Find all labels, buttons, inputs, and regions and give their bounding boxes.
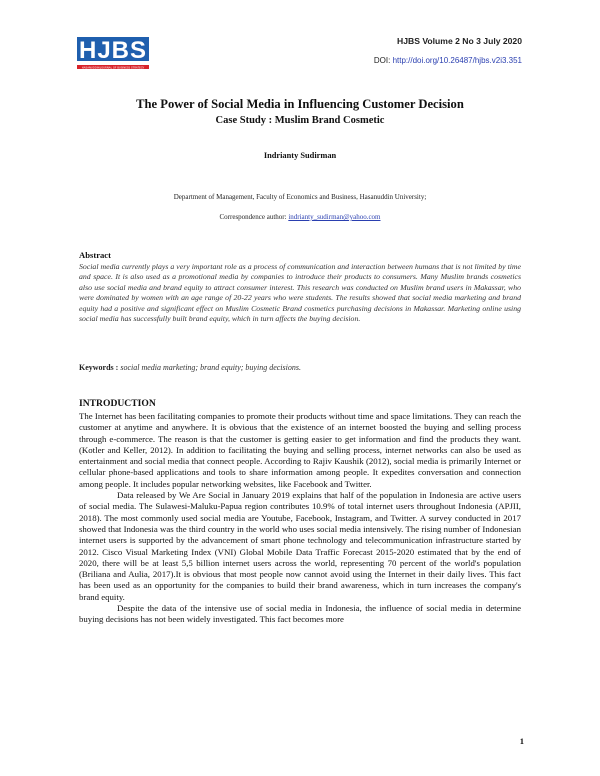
abstract-heading: Abstract xyxy=(79,250,111,260)
logo-text: HJBS xyxy=(78,37,148,64)
correspondence-email-link[interactable]: indrianty_sudirman@yahoo.com xyxy=(288,213,381,221)
page-number: 1 xyxy=(519,736,524,746)
journal-volume-line: HJBS Volume 2 No 3 July 2020 xyxy=(397,36,522,46)
abstract-text: Social media currently plays a very important role as a process of communication and interaction between humans that is not limited by time and space. It is also used as a promotional media by companies to introduce their products to consumers. Many Muslim brands cosmetics also use social media and brand equity to attract consumer interest. This research was conducted on Muslim brand users in Makassar, who were dominated by women with an age range of 20-22 years who were students. The results showed that social media marketing and brand equity had a positive and significant effect on Muslim Cosmetic Brand cosmetics purchasing decisions in Makassar. Marketing online using social media has successfully built brand equity, which in turn affects the buying decision. xyxy=(79,262,521,324)
article-subtitle: Case Study : Muslim Brand Cosmetic xyxy=(215,115,385,126)
logo-tagline: HASANUDDIN JOURNAL OF BUSINESS STRATEGY xyxy=(81,66,145,70)
doi-label: DOI: xyxy=(373,56,391,65)
keywords-label: Keywords : xyxy=(79,363,119,372)
author-affiliation: Department of Management, Faculty of Economics and Business, Hasanuddin University; xyxy=(173,193,427,201)
keywords-text: social media marketing; brand equity; buying decisions. xyxy=(120,363,301,372)
keywords-line xyxy=(79,363,521,372)
journal-logo xyxy=(77,30,149,74)
doi-line xyxy=(374,56,522,65)
doi-link[interactable]: http://doi.org/10.26487/hjbs.v2i3.351 xyxy=(392,56,522,65)
intro-paragraph-2: Data released by We Are Social in January 2019 explains that half of the population in Indonesia are active users of social media. The Sulawesi-Maluku-Papua region contributes 10.9% of total internet users throughout Indonesia (APJII, 2018). The most commonly used social media are Youtube, Facebook, Instagram, and Twitter. A survey conducted in 2017 showed that Indonesia was the third country in the world who uses social media intensively. The rising number of Indonesian internet users is supported by the advancement of smart phone technology and telecommunication infrastructure started by 2012. Cisco Visual Marketing Index (VNI) Global Mobile Data Traffic Forecast 2015-2020 estimated that by the end of 2020, there will be at least 5,5 billion internet users across the world, representing 70 percent of the world's population (Briliana and Aulia, 2017).It is obvious that most people now cannot avoid using the Internet in their daily lives. This fact has been used as an opportunity for the companies to build their brand awareness, which in turn increases the company's brand equity. xyxy=(79,490,521,602)
article-title: The Power of Social Media in Influencing Customer Decision xyxy=(136,97,464,111)
intro-paragraph-1: The Internet has been facilitating companies to promote their products without time and space limitations. They can reach the customer at anytime and anywhere. It is obvious that the existence of an internet boosted the buying and selling process through e-commerce. The reason is that the customer is getting easier to get information and find the products they want. (Kotler and Keller, 2012). In addition to facilitating the buying and selling process, internet networks can also be used as entertainment and social media that connect people. According to Rajiv Kaushik (2012), social media is primarily Internet or cellular phone-based applications and tools to share information among people. It expedites conversation and connection among people. It includes popular networking websites, like Facebook and Twitter. xyxy=(79,411,521,489)
introduction-heading: INTRODUCTION xyxy=(79,398,156,409)
intro-paragraph-3: Despite the data of the intensive use of social media in Indonesia, the influence of social media in determine buying decisions has not been widely investigated. This fact becomes more xyxy=(79,603,521,625)
author-name: Indrianty Sudirman xyxy=(263,151,337,160)
correspondence-label: Correspondence author: xyxy=(219,213,287,221)
correspondence-line xyxy=(0,213,600,221)
introduction-body xyxy=(79,411,521,626)
